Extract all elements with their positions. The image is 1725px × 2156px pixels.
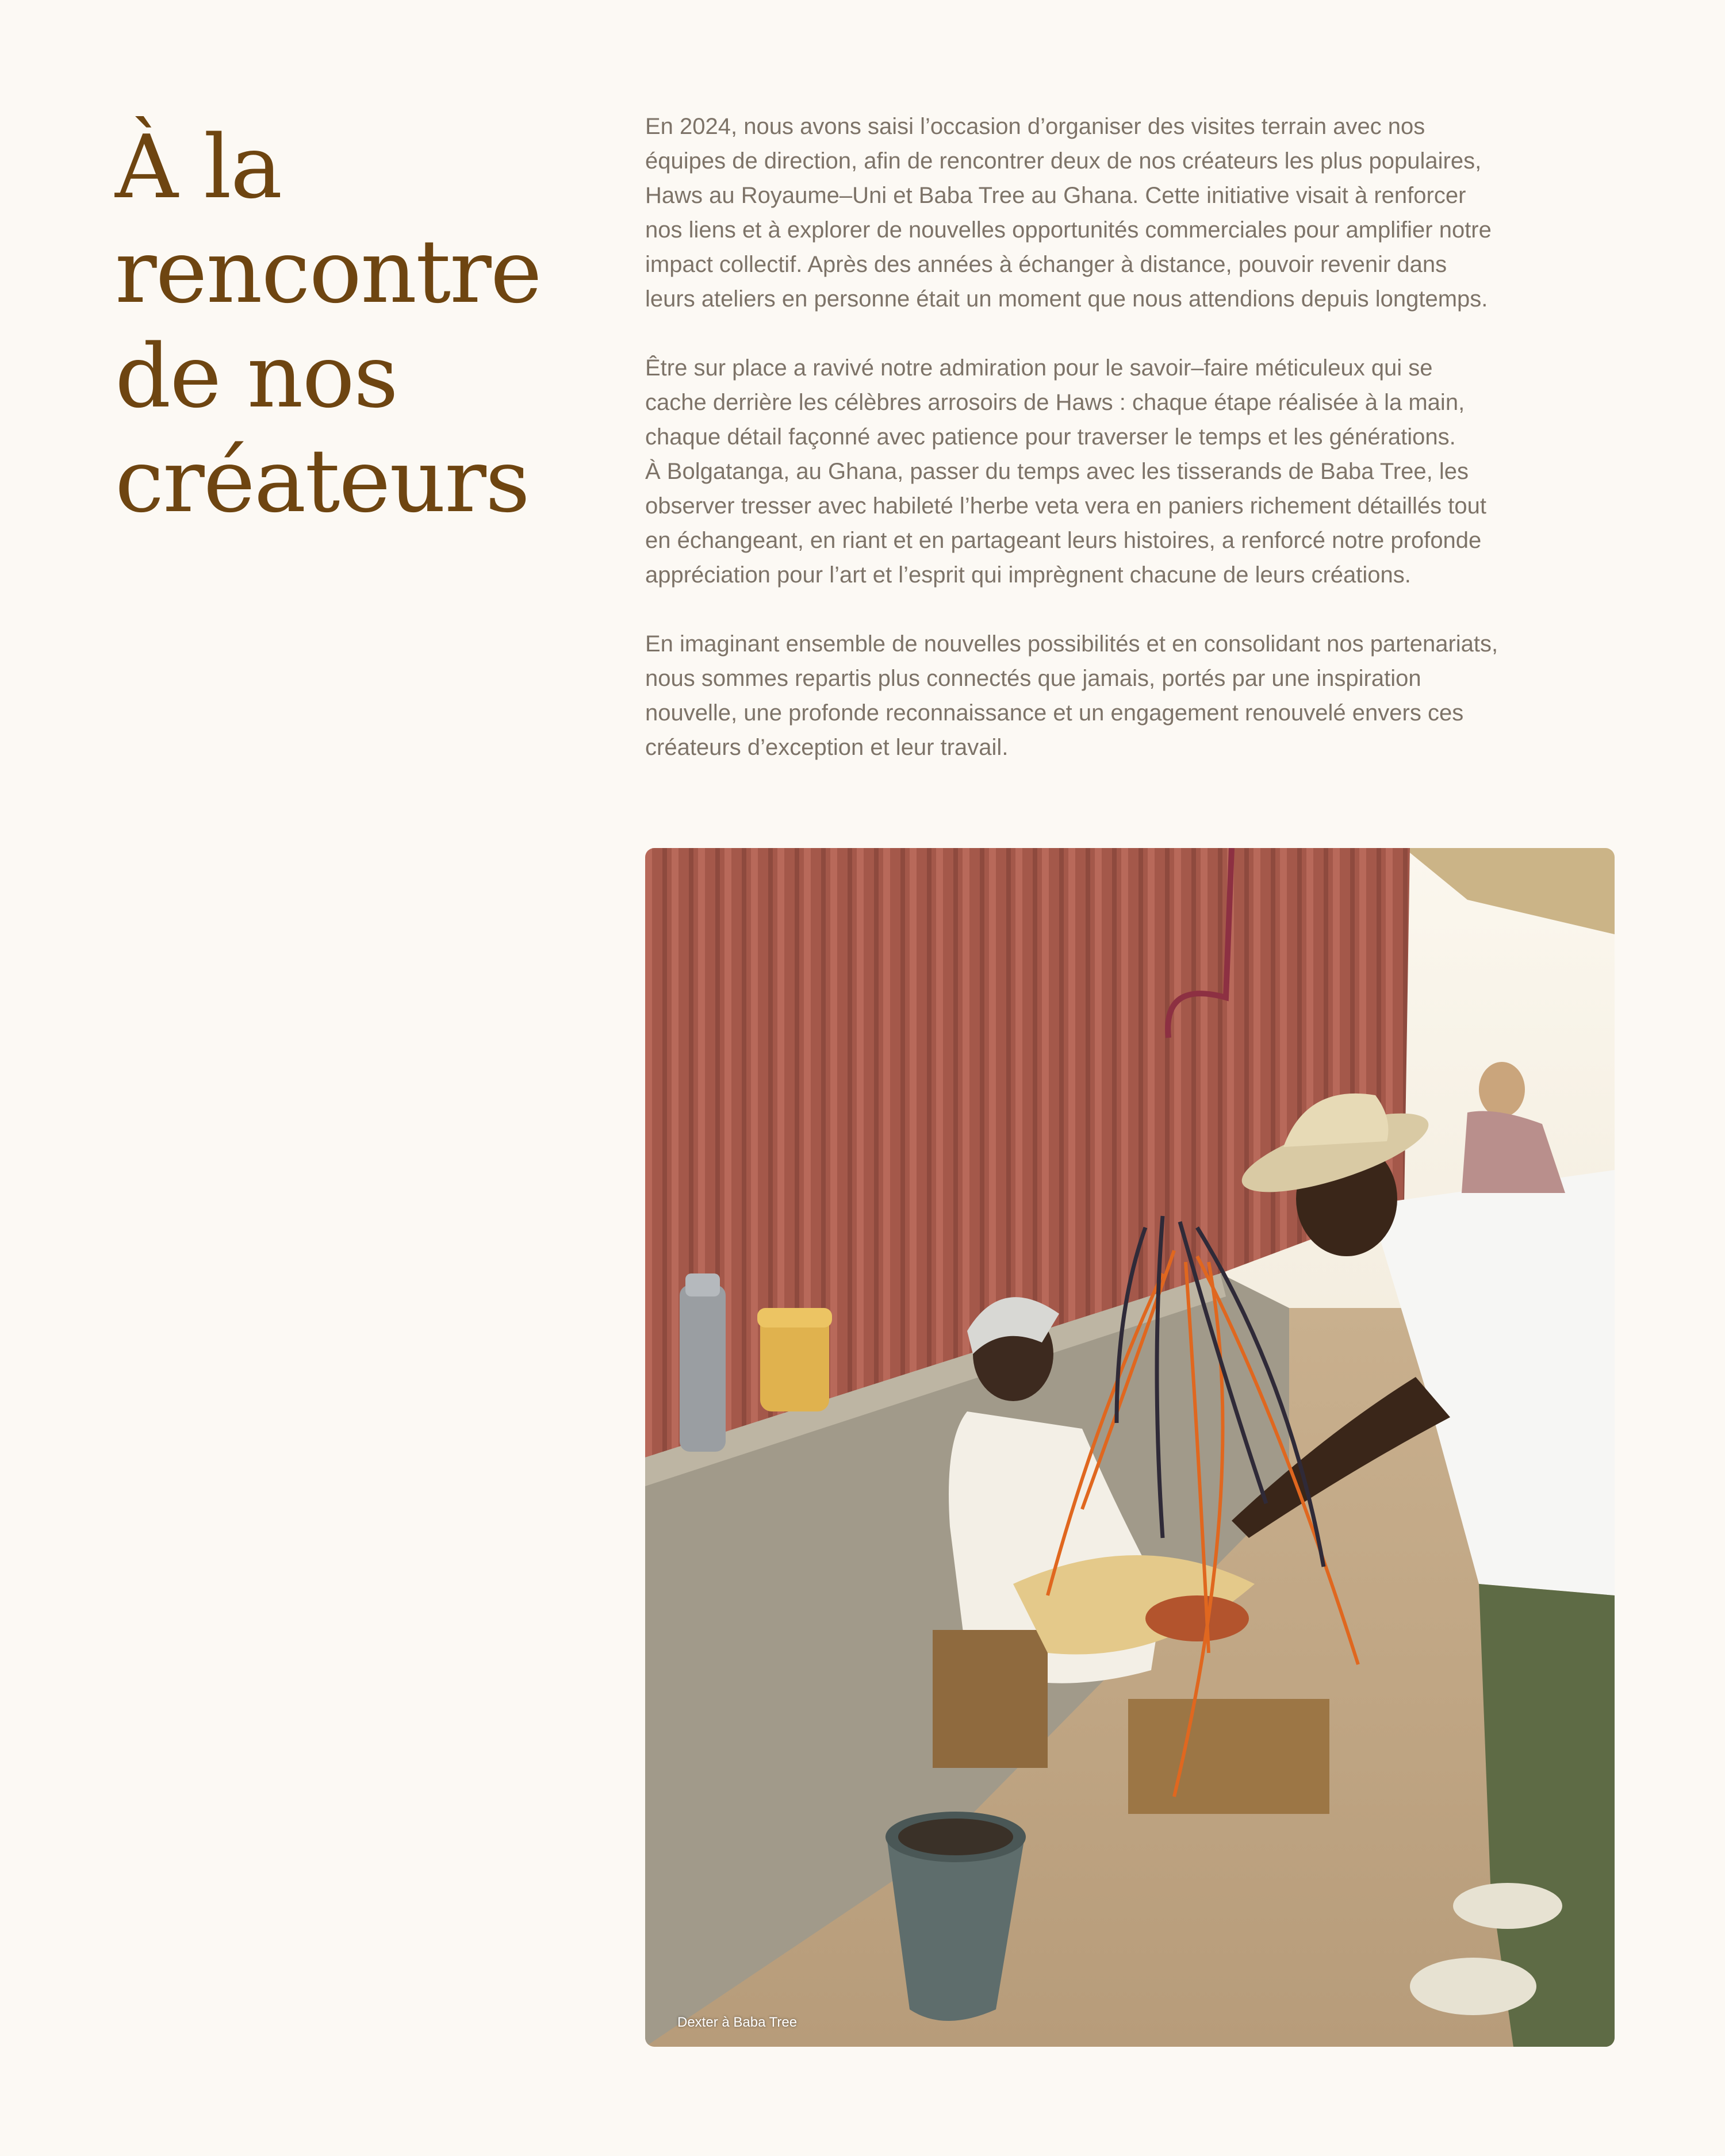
title-line: À la bbox=[115, 116, 282, 218]
text-line: cache derrière les célèbres arrosoirs de Haws : chaque étape réalisée à la main, bbox=[645, 390, 1465, 415]
article-body bbox=[645, 109, 1623, 799]
text-line: appréciation pour l’art et l’esprit qui imprègnent chacune de leurs créations. bbox=[645, 562, 1411, 588]
photo-caption: Dexter à Baba Tree bbox=[677, 2015, 798, 2030]
text-line: équipes de direction, afin de rencontrer deux de nos créateurs les plus populaires, bbox=[645, 148, 1482, 174]
page-title bbox=[115, 115, 552, 534]
text-line: nous sommes repartis plus connectés que jamais, portés par une inspiration bbox=[645, 666, 1421, 691]
text-line: Haws au Royaume–Uni et Baba Tree au Ghana. Cette initiative visait à renforcer bbox=[645, 183, 1466, 208]
text-line: nos liens et à explorer de nouvelles opportunités commerciales pour amplifier notre bbox=[645, 217, 1492, 243]
photo-illustration bbox=[645, 848, 1615, 2047]
text-line: en échangeant, en riant et en partageant leurs histoires, a renforcé notre profonde bbox=[645, 528, 1482, 553]
text-line: Être sur place a ravivé notre admiration pour le savoir–faire méticuleux qui se bbox=[645, 355, 1433, 381]
text-line: observer tresser avec habileté l’herbe veta vera en paniers richement détaillés tout bbox=[645, 493, 1487, 519]
paragraph-2 bbox=[645, 351, 1623, 592]
title-line: créateurs bbox=[115, 430, 529, 532]
text-line: créateurs d’exception et leur travail. bbox=[645, 735, 1009, 760]
text-line: impact collectif. Après des années à échanger à distance, pouvoir revenir dans bbox=[645, 252, 1447, 277]
paragraph-3 bbox=[645, 627, 1623, 765]
text-line: En 2024, nous avons saisi l’occasion d’organiser des visites terrain avec nos bbox=[645, 114, 1425, 139]
text-line: leurs ateliers en personne était un moment que nous attendions depuis longtemps. bbox=[645, 286, 1488, 312]
workshop-photo bbox=[645, 848, 1615, 2047]
title-line: de nos bbox=[115, 325, 397, 427]
text-line: À Bolgatanga, au Ghana, passer du temps avec les tisserands de Baba Tree, les bbox=[645, 459, 1469, 484]
text-line: En imaginant ensemble de nouvelles possibilités et en consolidant nos partenariats, bbox=[645, 631, 1498, 657]
paragraph-1 bbox=[645, 109, 1623, 316]
title-line: rencontre bbox=[115, 221, 541, 323]
text-line: chaque détail façonné avec patience pour traverser le temps et les générations. bbox=[645, 424, 1456, 450]
text-line: nouvelle, une profonde reconnaissance et un engagement renouvelé envers ces bbox=[645, 700, 1464, 726]
